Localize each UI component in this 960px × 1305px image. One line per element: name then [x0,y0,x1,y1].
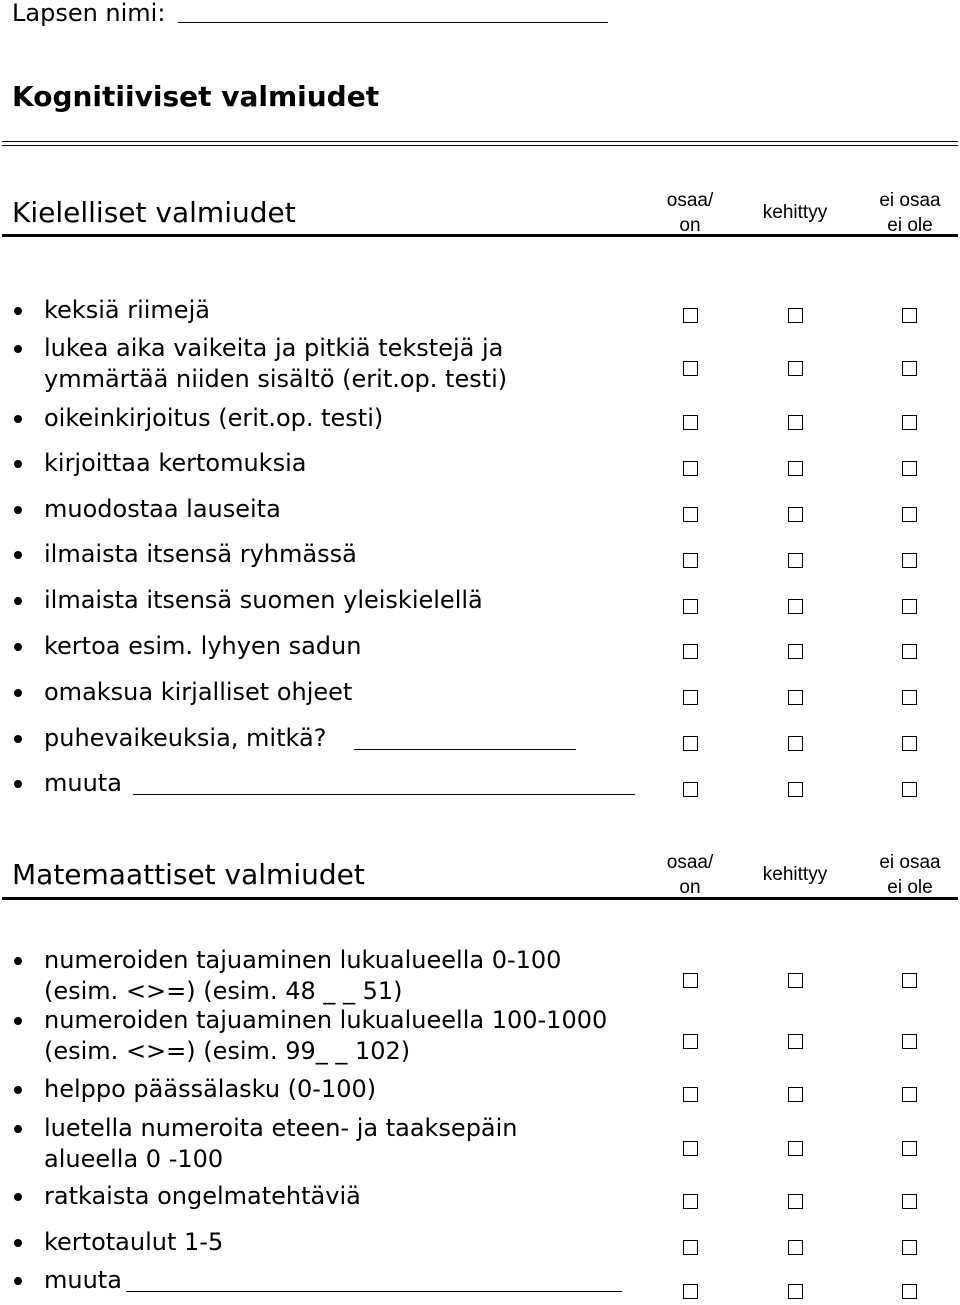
child-name-field[interactable] [178,22,608,23]
checkbox-osaa[interactable] [683,361,698,376]
checkbox-osaa[interactable] [683,973,698,988]
checkbox-kehittyy[interactable] [788,553,803,568]
item-label: numeroiden tajuaminen lukualueella 100-1000 (esim. <>=) (esim. 99_ _ 102) [44,1006,608,1065]
checkbox-kehittyy[interactable] [788,1194,803,1209]
bullet [14,689,22,697]
bullet [14,506,22,514]
math-header-rule [2,897,958,900]
bullet [14,345,22,353]
bullet [14,1125,22,1133]
checkbox-osaa[interactable] [683,1194,698,1209]
item-label: ilmaista itsensä suomen yleiskielellä [44,586,483,614]
checkbox-ei-osaa[interactable] [902,1194,917,1209]
checkbox-kehittyy[interactable] [788,782,803,797]
bullet [14,460,22,468]
checkbox-osaa[interactable] [683,461,698,476]
checkbox-osaa[interactable] [683,553,698,568]
item-label: puhevaikeuksia, mitkä? [44,724,327,752]
item-label: muodostaa lauseita [44,495,281,523]
bullet [14,1239,22,1247]
checkbox-ei-osaa[interactable] [902,1141,917,1156]
checkbox-ei-osaa[interactable] [902,1284,917,1299]
language-heading: Kielelliset valmiudet [12,196,296,229]
item-label: kertotaulut 1-5 [44,1228,224,1256]
checkbox-kehittyy[interactable] [788,1034,803,1049]
fill-in-blank[interactable] [354,749,576,750]
checkbox-osaa[interactable] [683,415,698,430]
checkbox-osaa[interactable] [683,1284,698,1299]
item-label: lukea aika vaikeita ja pitkiä tekstejä ja ymmärtää niiden sisältö (erit.op. testi) [44,334,508,393]
item-label: helppo päässälasku (0-100) [44,1075,377,1103]
item-label: kirjoittaa kertomuksia [44,449,307,477]
checkbox-ei-osaa[interactable] [902,361,917,376]
bullet [14,1193,22,1201]
checkbox-kehittyy[interactable] [788,507,803,522]
bullet [14,307,22,315]
item-label: keksiä riimejä [44,296,210,324]
checkbox-osaa[interactable] [683,507,698,522]
item-label: numeroiden tajuaminen lukualueella 0-100 (esim. <>=) (esim. 48 _ _ 51) [44,946,562,1005]
checkbox-osaa[interactable] [683,308,698,323]
checkbox-kehittyy[interactable] [788,308,803,323]
item-label: ratkaista ongelmatehtäviä [44,1182,361,1210]
checkbox-osaa[interactable] [683,599,698,614]
column-header-osaa: osaa/ on [666,190,714,236]
column-header-ei-osaa: ei osaa ei ole [879,190,941,236]
checkbox-ei-osaa[interactable] [902,1087,917,1102]
item-label: kertoa esim. lyhyen sadun [44,632,362,660]
fill-in-blank[interactable] [133,794,635,795]
checkbox-ei-osaa[interactable] [902,415,917,430]
bullet [14,597,22,605]
checkbox-osaa[interactable] [683,1087,698,1102]
checkbox-kehittyy[interactable] [788,690,803,705]
checkbox-kehittyy[interactable] [788,1240,803,1255]
checkbox-osaa[interactable] [683,644,698,659]
checkbox-kehittyy[interactable] [788,1284,803,1299]
checkbox-ei-osaa[interactable] [902,308,917,323]
checkbox-kehittyy[interactable] [788,1087,803,1102]
checkbox-ei-osaa[interactable] [902,461,917,476]
page-title: Kognitiiviset valmiudet [12,80,380,113]
checkbox-osaa[interactable] [683,690,698,705]
child-name-label: Lapsen nimi: [12,0,166,27]
checkbox-ei-osaa[interactable] [902,973,917,988]
fill-in-blank[interactable] [126,1291,622,1292]
checkbox-osaa[interactable] [683,736,698,751]
checkbox-ei-osaa[interactable] [902,1240,917,1255]
item-label: ilmaista itsensä ryhmässä [44,540,357,568]
checkbox-ei-osaa[interactable] [902,736,917,751]
checkbox-ei-osaa[interactable] [902,690,917,705]
bullet [14,957,22,965]
math-heading: Matemaattiset valmiudet [12,858,365,891]
bullet [14,1086,22,1094]
checkbox-kehittyy[interactable] [788,973,803,988]
checkbox-ei-osaa[interactable] [902,644,917,659]
item-label: oikeinkirjoitus (erit.op. testi) [44,404,384,432]
checkbox-ei-osaa[interactable] [902,553,917,568]
checkbox-kehittyy[interactable] [788,361,803,376]
bullet [14,551,22,559]
language-header-rule [2,234,958,237]
checkbox-osaa[interactable] [683,1034,698,1049]
column-header-ei-osaa: ei osaa ei ole [879,852,941,898]
item-label: omaksua kirjalliset ohjeet [44,678,353,706]
checkbox-kehittyy[interactable] [788,1141,803,1156]
bullet [14,1277,22,1285]
bullet [14,1017,22,1025]
item-label: luetella numeroita eteen- ja taaksepäin alueella 0 -100 [44,1114,518,1173]
checkbox-osaa[interactable] [683,1240,698,1255]
bullet [14,735,22,743]
checkbox-osaa[interactable] [683,782,698,797]
checkbox-kehittyy[interactable] [788,644,803,659]
checkbox-kehittyy[interactable] [788,461,803,476]
column-header-osaa: osaa/ on [666,852,714,898]
checkbox-kehittyy[interactable] [788,599,803,614]
checkbox-ei-osaa[interactable] [902,782,917,797]
column-header-kehittyy: kehittyy [762,202,828,223]
bullet [14,780,22,788]
bullet [14,415,22,423]
checkbox-kehittyy[interactable] [788,736,803,751]
checkbox-ei-osaa[interactable] [902,599,917,614]
checkbox-kehittyy[interactable] [788,415,803,430]
checkbox-ei-osaa[interactable] [902,507,917,522]
item-label: muuta [44,1266,122,1294]
column-header-kehittyy: kehittyy [762,864,828,885]
bullet [14,643,22,651]
checkbox-osaa[interactable] [683,1141,698,1156]
title-divider [2,141,958,146]
checkbox-ei-osaa[interactable] [902,1034,917,1049]
item-label: muuta [44,769,122,797]
